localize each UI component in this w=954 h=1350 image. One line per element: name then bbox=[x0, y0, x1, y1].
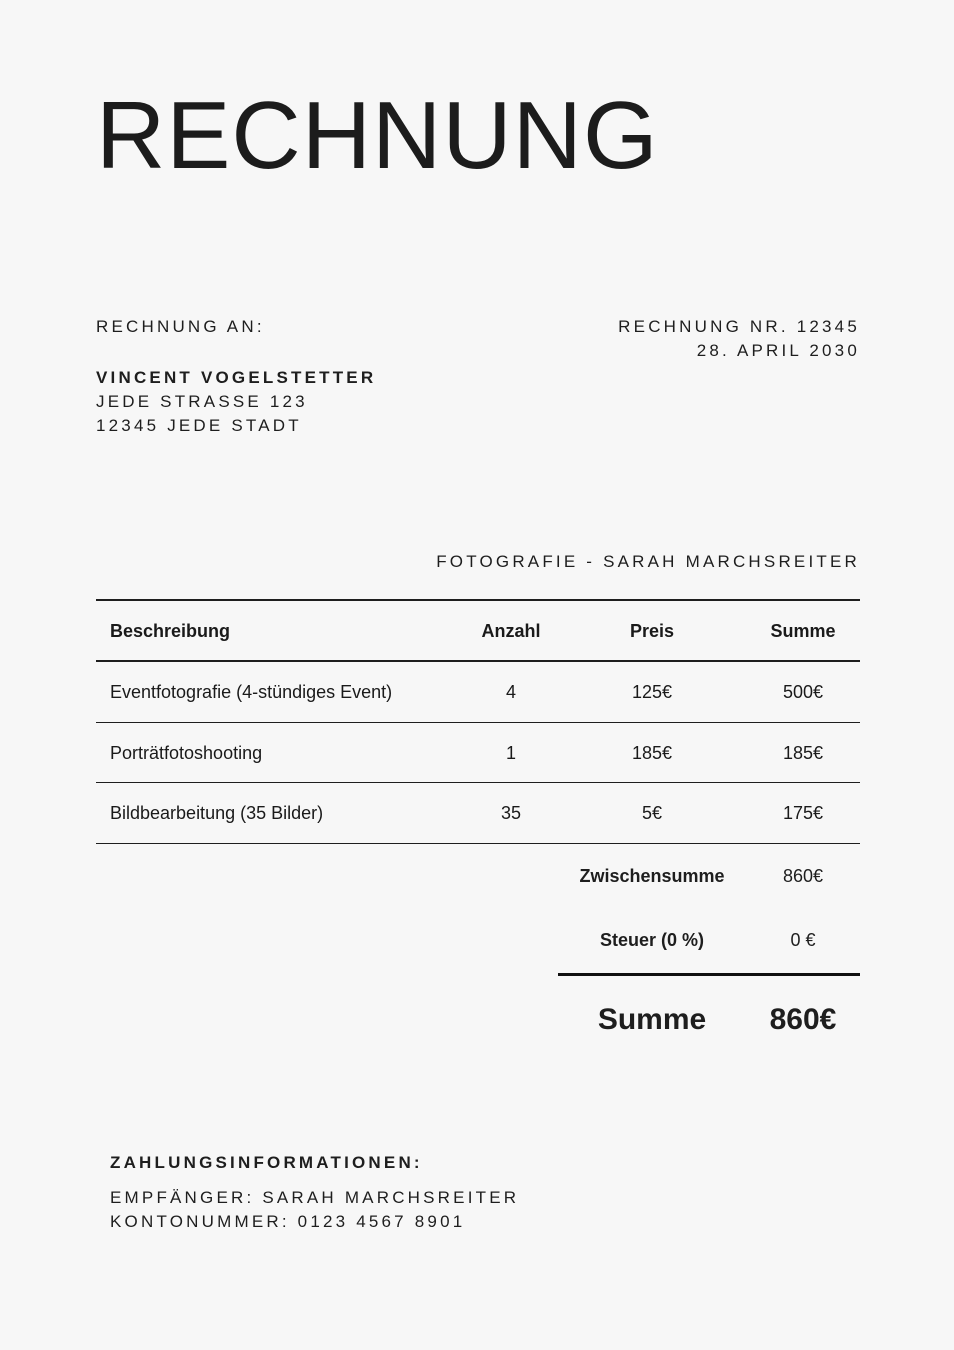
grand-total-value: 860€ bbox=[769, 1003, 837, 1036]
tax-label: Steuer (0 %) bbox=[599, 930, 705, 950]
row-description: Porträtfotoshooting bbox=[110, 743, 263, 763]
row-description: Eventfotografie (4-stündiges Event) bbox=[110, 682, 393, 702]
header-total: Summe bbox=[770, 621, 836, 641]
payment-heading: ZAHLUNGSINFORMATIONEN: bbox=[110, 1153, 423, 1172]
payment-recipient: EMPFÄNGER: SARAH MARCHSREITER bbox=[110, 1188, 520, 1207]
issuer-line: FOTOGRAFIE - SARAH MARCHSREITER bbox=[436, 552, 860, 571]
row-total: 500€ bbox=[782, 682, 824, 702]
row-divider bbox=[96, 782, 860, 783]
grand-total-rule bbox=[558, 973, 860, 976]
row-divider bbox=[96, 722, 860, 723]
table-top-rule bbox=[96, 599, 860, 601]
invoice-date: 28. APRIL 2030 bbox=[696, 341, 860, 360]
customer-name: VINCENT VOGELSTETTER bbox=[96, 368, 377, 387]
table-header-rule bbox=[96, 660, 860, 662]
subtotal-value: 860€ bbox=[782, 866, 824, 886]
subtotal-label: Zwischensumme bbox=[579, 866, 725, 886]
row-quantity: 35 bbox=[500, 803, 522, 823]
row-description: Bildbearbeitung (35 Bilder) bbox=[110, 803, 324, 823]
header-description: Beschreibung bbox=[110, 621, 231, 641]
header-quantity: Anzahl bbox=[481, 621, 541, 641]
row-price: 125€ bbox=[631, 682, 673, 702]
header-price: Preis bbox=[629, 621, 675, 641]
invoice-title: RECHNUNG bbox=[96, 82, 659, 189]
row-total: 175€ bbox=[782, 803, 824, 823]
row-price: 185€ bbox=[631, 743, 673, 763]
customer-street: JEDE STRASSE 123 bbox=[96, 392, 308, 411]
customer-city: 12345 JEDE STADT bbox=[96, 416, 302, 435]
tax-value: 0 € bbox=[790, 930, 816, 950]
payment-account: KONTONUMMER: 0123 4567 8901 bbox=[110, 1212, 466, 1231]
row-quantity: 1 bbox=[505, 743, 516, 763]
grand-total-label: Summe bbox=[597, 1003, 707, 1036]
row-quantity: 4 bbox=[505, 682, 516, 702]
bill-to-label: RECHNUNG AN: bbox=[96, 317, 265, 336]
table-bottom-rule bbox=[96, 843, 860, 844]
invoice-number: RECHNUNG NR. 12345 bbox=[618, 317, 860, 336]
row-total: 185€ bbox=[782, 743, 824, 763]
row-price: 5€ bbox=[641, 803, 663, 823]
